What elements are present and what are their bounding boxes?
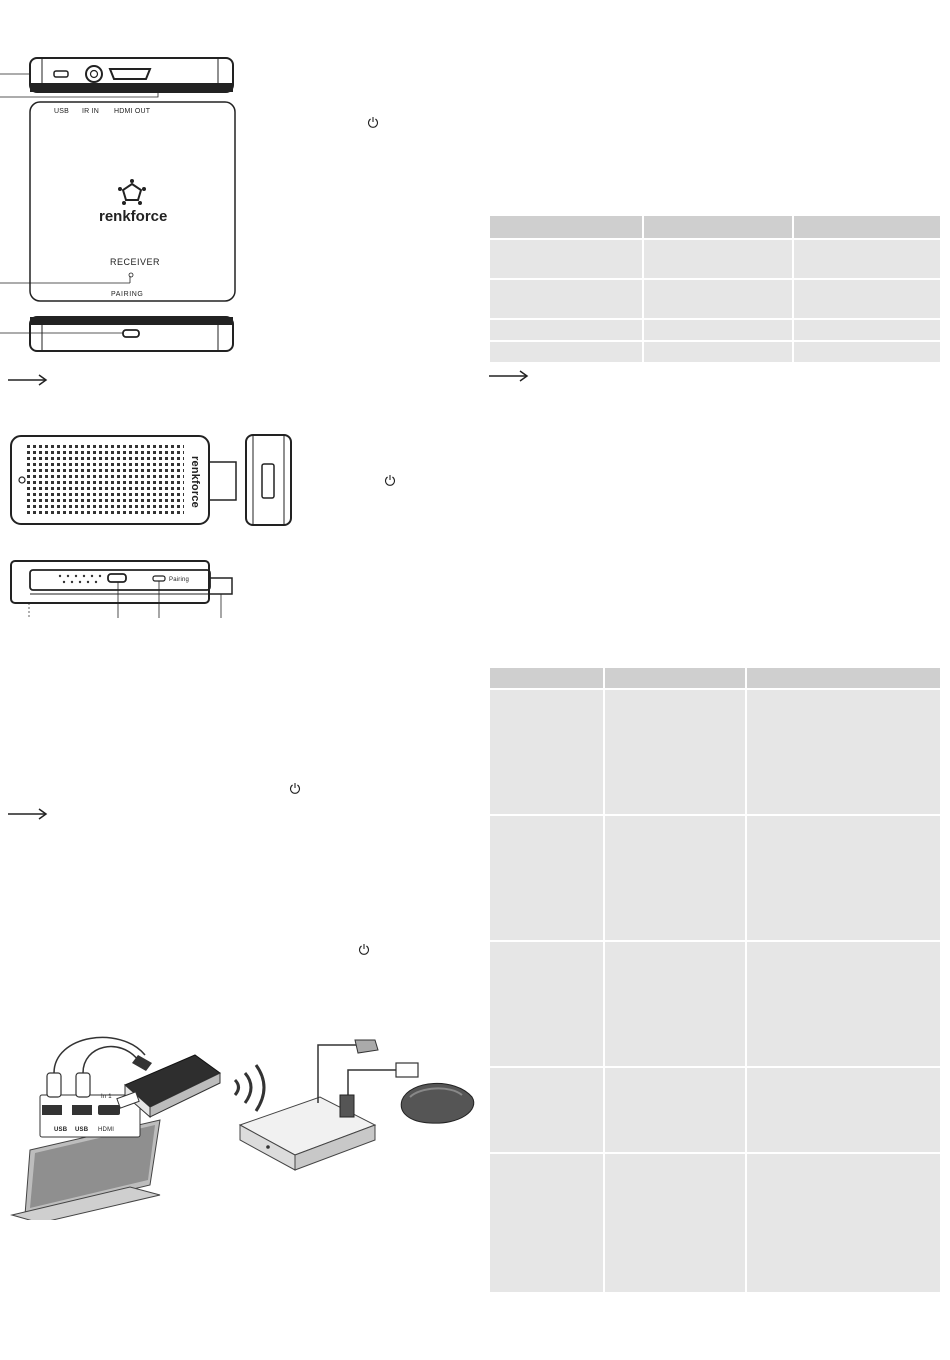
wireless-signal-icon (235, 1065, 264, 1111)
arrow-right-icon (489, 370, 529, 382)
transmitter-side-view (8, 558, 248, 618)
arrow-right-icon (8, 374, 48, 386)
transmitter-brand: renkforce (189, 456, 201, 508)
table-row (489, 689, 941, 815)
receiver-usb-label: USB (54, 108, 69, 115)
laptop-hdmi-in-label: In 1 (101, 1094, 112, 1100)
power-icon (358, 943, 370, 955)
table-row (489, 1067, 941, 1153)
table-row (489, 341, 941, 363)
table-row (489, 815, 941, 941)
renkforce-logo-icon (117, 178, 147, 206)
transmitter-top-view (8, 432, 308, 532)
table-row (489, 1153, 941, 1293)
table-header-row (489, 667, 941, 689)
laptop-usb2-label: USB (75, 1127, 89, 1133)
power-icon (367, 116, 379, 128)
receiver-model-label: RECEIVER (110, 257, 161, 267)
spec-table-bottom (488, 666, 942, 1294)
receiver-ir-label: IR IN (82, 108, 99, 115)
laptop-hdmi-label: HDMI (98, 1127, 115, 1133)
table-row (489, 239, 941, 279)
power-icon (384, 474, 396, 486)
table-row (489, 319, 941, 341)
receiver-pairing-label: PAIRING (111, 291, 144, 298)
table-row (489, 941, 941, 1067)
connection-diagram (10, 1025, 480, 1220)
laptop-usb1-label: USB (54, 1127, 68, 1133)
receiver-brand: renkforce (99, 208, 168, 225)
table-header-row (489, 215, 941, 239)
receiver-bottom-edge-view (0, 313, 245, 358)
table-row (489, 279, 941, 319)
spec-table-top (488, 214, 942, 364)
receiver-hdmi-label: HDMI OUT (114, 108, 151, 115)
arrow-right-icon (8, 808, 48, 820)
power-icon (289, 782, 301, 794)
receiver-top-edge-view (0, 55, 245, 105)
transmitter-pairing-label: Pairing (169, 577, 190, 583)
